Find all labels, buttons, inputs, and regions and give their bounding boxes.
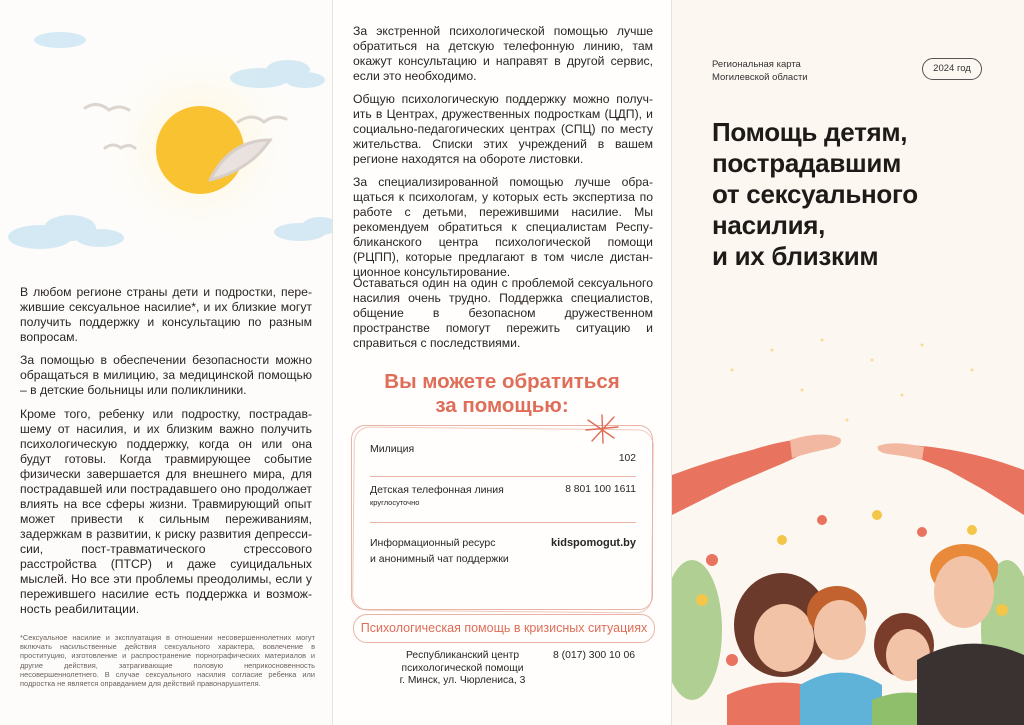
cover-title [712,117,1012,272]
safety-paragraph: За помощью в обеспечении безопасности можно обращаться в милицию, за медицинской помощью – в детские больницы или поликлиники. [20,353,312,397]
contact-child-helpline [370,483,636,515]
rcpp-line-2: психологической помощи [401,662,524,674]
cta-line-2: за помощью: [435,394,569,417]
sun-illustration [0,0,332,270]
helpline-name: Детская телефонная линия [370,484,504,496]
title-line-2: пострадавшим [712,148,902,178]
region-label [712,59,808,84]
helpline-number[interactable]: 8 801 100 1611 [565,484,636,495]
title-line-3: от сексуального [712,179,918,209]
rcpp-phone[interactable]: 8 (017) 300 10 06 [553,650,636,661]
resource-name-2: и анонимный чат поддержки [370,553,509,565]
general-support-paragraph: Общую психологическую поддержку можно получить в Центрах, дружественных подросткам (ЦДП), и социально-педагогических центрах (СПЦ) по месту жительства. Списки этих учреждений в вашем регионе находятся на обороте листовки. [353,92,653,166]
contacts-box [351,425,653,610]
year-badge: 2024 год [922,58,982,80]
resource-link[interactable]: kidspomogut.by [551,537,636,549]
title-line-5: и их близким [712,241,879,271]
specialized-help-paragraph: За специализированной помощью лучше обращаться к психологам, у которых есть экспертиза по работе с детьми, пережившими насилие. Мы рекомендуем обратиться к специалистам Республиканского центра психологической помощи (РЦПП), которые предлагают в том числе дистанционное консультирование. [353,175,653,279]
police-label: Милиция [370,443,415,455]
psychological-support-paragraph: Кроме того, ребенку или подростку, пострадавшему от насилия, и их близким важно получить психологическую поддержку, когда он или она будут готовы. Когда травмирующее событие физически завершается для внешнего мира, для пострадавшей или пострадавшего оно продолжает влиять на все сферы жизни. Травмирующий опыт может привести к сильным переживаниям, задержкам в развитии, к риску развития депрессисии, пост-травматического стрессового расстройства (ПТСР) и даже суицидальных мыслей. Но все эти проблемы преодолимы, если у пережившего насилие есть поддержка и возможность реабилитации. [20,407,312,616]
intro-paragraph: В любом регионе страны дети и подростки, пережившие сексуальное насилие*, и их близкие могут получить поддержку и консультацию по разным вопросам. [20,285,312,344]
police-number[interactable]: 102 [618,453,636,464]
closing-paragraph: Оставаться один на один с проблемой сексуального насилия очень трудно. Поддержка специалистов, общение в безопасном дружественном пространстве помогут пережить ситуацию и справиться с последствиями. [353,276,653,350]
resource-name-1: Информационный ресурс [370,537,496,549]
helpline-label [370,483,504,508]
title-line-4: насилия, [712,210,826,240]
region-line-2: Могилевской области [712,71,808,83]
footnote: *Сексуальное насилие и эксплуатация в отношении несовершеннолетних могут включать насильственные действия сексуального характера, вовлечение в проституцию, изготовление и распространение порнографических материалов и другие действия, затрагивающие половую неприкосновенность несовершеннолетнего. В случае сексуального насилия согласие ребенка или подростка не является оправданием для действий правонарушителя. [20,633,315,689]
title-line-1: Помощь детям, [712,117,908,147]
rcpp-line-3: г. Минск, ул. Чюрлениса, 3 [399,675,526,687]
crisis-help-label: Психологическая помощь в кризисных ситуациях [353,614,655,643]
star-doodle-icon [584,414,620,444]
middle-panel [333,0,671,725]
cover-panel [672,0,1024,725]
contact-police [370,442,636,470]
rcpp-line-1: Республиканский центр [405,650,520,661]
contact-online-resource [370,536,636,568]
cta-heading [333,370,671,418]
resource-label [370,536,509,566]
divider [370,476,636,477]
rcpp-address [375,650,550,688]
helpline-hours: круглосуточно [370,498,420,507]
emergency-paragraph: За экстренной психологической помощью лучше обратиться на детскую телефонную линию, там окажут консультацию и направят в другой сервис, если это необходимо. [353,24,653,83]
divider [370,522,636,523]
cta-line-1: Вы можете обратиться [384,370,620,393]
left-panel [0,0,332,725]
region-line-1: Региональная карта [712,59,801,70]
family-illustration [672,300,1024,725]
